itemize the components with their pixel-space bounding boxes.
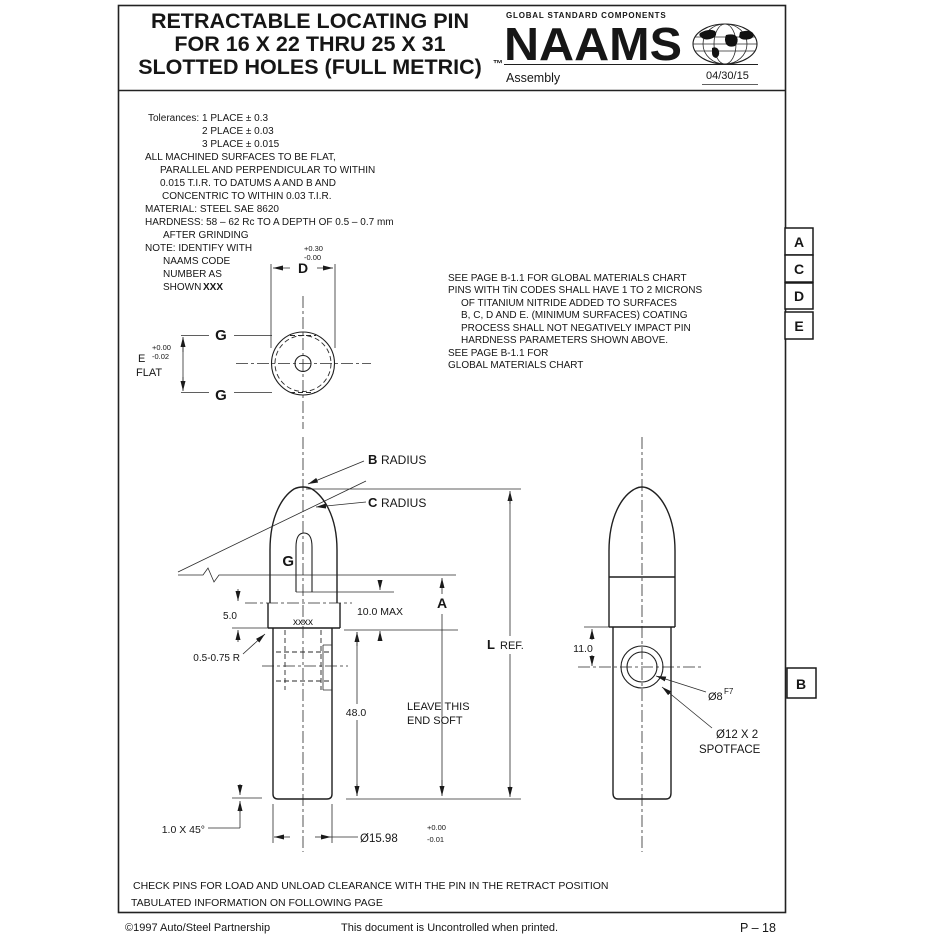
side-view-drawing: [567, 437, 761, 852]
dim-11-label: 11.0: [573, 643, 593, 655]
dim-48-label: 48.0: [345, 707, 367, 719]
page-title-line3: SLOTTED HOLES (FULL METRIC): [138, 55, 482, 79]
note-material: MATERIAL: STEEL SAE 8620: [145, 204, 279, 215]
note-number-as: NUMBER AS: [163, 269, 222, 280]
hole-dia-label: Ø8: [708, 691, 723, 703]
dim-e-label: E: [138, 353, 146, 365]
mat-note-4: B, C, D AND E. (MINIMUM SURFACES) COATING: [461, 310, 688, 321]
dim-e-tol-minus: -0.02: [152, 352, 170, 361]
flat-g-bottom-label: G: [215, 387, 227, 404]
datum-flag-c: [785, 255, 813, 282]
note-naams-code: NAAMS CODE: [163, 256, 231, 267]
check-pins-note: CHECK PINS FOR LOAD AND UNLOAD CLEARANCE WITH THE PIN IN THE RETRACT POSITION: [133, 880, 609, 892]
corner-radius-label: 0.5-0.75 R: [193, 653, 240, 664]
hole-fit-label: F7: [724, 687, 734, 696]
dim-5-label: 5.0: [223, 611, 237, 622]
flat-label: FLAT: [136, 367, 163, 379]
datum-flag-e: [785, 312, 813, 339]
dim-d-tol-plus: +0.30: [304, 244, 323, 253]
materials-notes: [448, 273, 702, 371]
front-view-drawing: [162, 437, 536, 852]
mat-note-6: HARDNESS PARAMETERS SHOWN ABOVE.: [461, 335, 669, 346]
b-radius-word: RADIUS: [381, 453, 427, 467]
tolerances-label: Tolerances:: [148, 113, 200, 124]
mat-note-3: OF TITANIUM NITRIDE ADDED TO SURFACES: [461, 298, 677, 309]
datum-c-label: C: [793, 261, 805, 277]
mat-note-8: GLOBAL MATERIALS CHART: [448, 360, 584, 371]
dim-l-letter: L: [487, 637, 495, 652]
page-title-line1: RETRACTABLE LOCATING PIN: [150, 9, 470, 33]
mat-note-5: PROCESS SHALL NOT NEGATIVELY IMPACT PIN: [461, 323, 691, 334]
tolerance-2place: 2 PLACE ± 0.03: [202, 126, 274, 137]
page-title-line2: FOR 16 X 22 THRU 25 X 31: [174, 32, 446, 56]
footer-uncontrolled: This document is Uncontrolled when printed.: [341, 922, 559, 934]
bottom-notes: [131, 880, 609, 909]
c-radius-letter: C: [368, 495, 378, 510]
brand-tagline: GLOBAL STANDARD COMPONENTS: [506, 11, 667, 20]
note-machined: ALL MACHINED SURFACES TO BE FLAT,: [145, 152, 336, 163]
dim-d-label: D: [297, 260, 309, 276]
footer-page-number: P – 18: [740, 921, 776, 935]
dim-10-max-label: 10.0 MAX: [356, 606, 404, 618]
dim-dia-tol-minus: -0.01: [427, 835, 445, 844]
globe-icon: [693, 24, 757, 64]
note-tir: 0.015 T.I.R. TO DATUMS A AND B AND: [160, 178, 336, 189]
trademark-symbol: ™: [493, 59, 503, 70]
mat-note-1: SEE PAGE B-1.1 FOR GLOBAL MATERIALS CHART: [448, 273, 687, 284]
title-block: [138, 9, 503, 79]
note-xxx: XXX: [203, 282, 224, 293]
flat-g-top-label: G: [215, 327, 227, 344]
datum-e-label: E: [794, 318, 804, 334]
c-radius-word: RADIUS: [381, 496, 427, 510]
tolerance-3place: 3 PLACE ± 0.015: [202, 139, 280, 150]
datum-a-label: A: [793, 234, 805, 250]
leave-soft-line2: END SOFT: [407, 715, 463, 727]
stamp-location-label: xxxx: [293, 617, 313, 628]
datum-flag-d: [785, 283, 813, 309]
dim-l-word: REF.: [500, 640, 524, 652]
datum-flags: [785, 228, 816, 698]
note-grinding: AFTER GRINDING: [163, 230, 249, 241]
naams-logo: [504, 11, 758, 85]
brand-name: NAAMS: [504, 18, 682, 70]
datum-flag-a: [785, 228, 813, 255]
chamfer-label: 1.0 X 45°: [161, 824, 205, 836]
page-footer: [125, 921, 776, 935]
note-parallel: PARALLEL AND PERPENDICULAR TO WITHIN: [160, 165, 376, 176]
note-hardness: HARDNESS: 58 – 62 Rc TO A DEPTH OF 0.5 – 0.7 mm: [145, 217, 394, 228]
note-concentric: CONCENTRIC TO WITHIN 0.03 T.I.R.: [162, 191, 332, 202]
dim-dia-tol-plus: +0.00: [427, 823, 446, 832]
dim-e-tol-plus: +0.00: [152, 343, 171, 352]
brand-subtitle: Assembly: [506, 71, 561, 85]
mat-note-7: SEE PAGE B-1.1 FOR: [448, 348, 549, 359]
datum-flag-b: [787, 668, 816, 698]
datum-d-label: D: [793, 288, 805, 304]
slot-g-label: G: [282, 553, 294, 570]
leave-soft-line1: LEAVE THIS: [407, 701, 470, 713]
dim-dia-label: Ø15.98: [360, 833, 398, 845]
spotface-line1: Ø12 X 2: [716, 729, 759, 741]
dim-a-label: A: [436, 595, 448, 611]
tabulated-note: TABULATED INFORMATION ON FOLLOWING PAGE: [131, 897, 383, 909]
revision-date: 04/30/15: [706, 70, 749, 82]
note-shown: SHOWN: [163, 282, 202, 293]
datum-b-label: B: [795, 676, 807, 692]
dim-d-tol-minus: -0.00: [304, 253, 322, 262]
retract-slot-outline: [296, 533, 312, 592]
tolerance-1place: 1 PLACE ± 0.3: [202, 113, 269, 124]
mat-note-2: PINS WITH TiN CODES SHALL HAVE 1 TO 2 MICRONS: [448, 285, 703, 296]
pin-nose-outline: [270, 487, 337, 603]
spotface-line2: SPOTFACE: [699, 744, 761, 756]
footer-copyright: ©1997 Auto/Steel Partnership: [125, 922, 271, 934]
general-notes: [145, 113, 394, 293]
b-radius-letter: B: [368, 452, 378, 467]
note-identify: NOTE: IDENTIFY WITH: [145, 243, 253, 254]
